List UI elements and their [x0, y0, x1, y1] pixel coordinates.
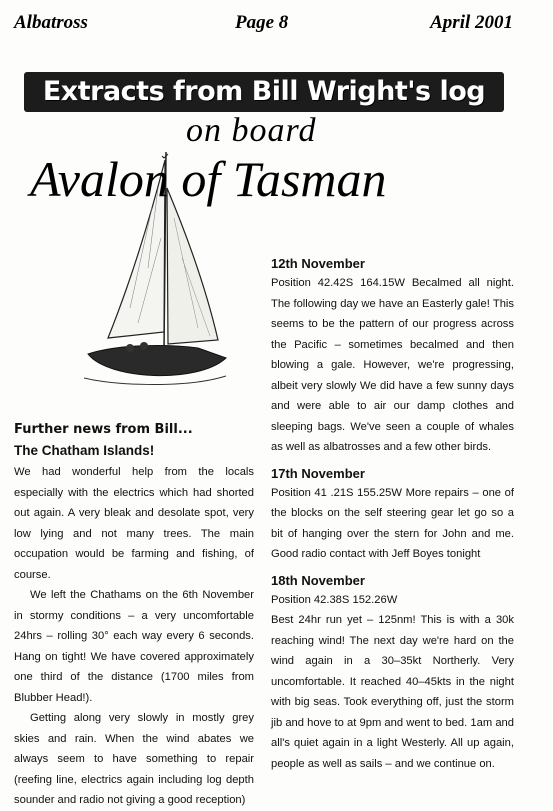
- paragraph: Getting along very slowly in mostly grey skies and rain. When the wind abates we always seem to have something to repair (reefing line, electrics again including log depth sounder and radio not giving a good reception): [14, 712, 254, 806]
- paragraph: We left the Chathams on the 6th November in stormy conditions – a very uncomfortable 24hrs – rolling 30° each way every 6 seconds. Hang on tight! We have covered approximately one third of the distance (1700 miles from Blubber Head!).: [14, 589, 254, 704]
- publication-name: Albatross: [14, 12, 88, 33]
- section-kicker: Further news from Bill...: [14, 422, 193, 437]
- log-entry-text: Position 42.42S 164.15W Becalmed all night. The following day we have an Easterly gale! This seems to be the pattern of our progress across the Pacific – sometimes becalmed and then blowing a gale. However, we're progressing, albeit very slowly We did have a few sunny days and were able to air our damp clothes and sleeping bags. We've seen a couple of whales as well as albatrosses and a few other birds.: [271, 277, 514, 453]
- log-entry: [271, 256, 514, 458]
- issue-date: April 2001: [430, 12, 513, 33]
- subtitle-on-board: on board: [186, 112, 317, 149]
- log-entry-date: 17th November: [271, 465, 365, 481]
- log-entry-date: 12th November: [271, 256, 365, 271]
- page-number: Page 8: [235, 12, 289, 33]
- paragraph: We had wonderful help from the locals especially with the electrics which had shorted out again. A very bleak and desolate spot, very low lying and not many trees. The main occupation would be farming and fishing, of course.: [14, 466, 254, 581]
- log-entry-text: Position 41 .21S 155.25W More repairs – one of the blocks on the self steering gear let go so a bit of hanging over the stern for John and me. Good radio contact with Jeff Boyes tonight: [271, 486, 514, 560]
- log-entry: [271, 466, 514, 565]
- left-column: [14, 422, 254, 811]
- article-title-banner: Extracts from Bill Wright's log: [24, 72, 504, 112]
- right-column: [271, 256, 514, 782]
- section-heading: The Chatham Islands!: [14, 443, 155, 458]
- log-entry-date: 18th November: [271, 572, 365, 588]
- vessel-name: Avalon of Tasman: [30, 151, 387, 207]
- log-entry: [271, 573, 514, 775]
- log-entry-text: Position 42.38S 152.26W Best 24hr run yet – 125nm! This is with a 30k reaching wind! The next day we're hard on the wind again in a 30–35kt Northerly. Very uncomfortable. It reached 40–45kts in the night with big seas. Took everything off, just the storm jib and hove to at 9pm and went to bed. 1am and all's quiet again in a light Westerly. All up again, people as well as sails – and we continue on.: [271, 593, 514, 770]
